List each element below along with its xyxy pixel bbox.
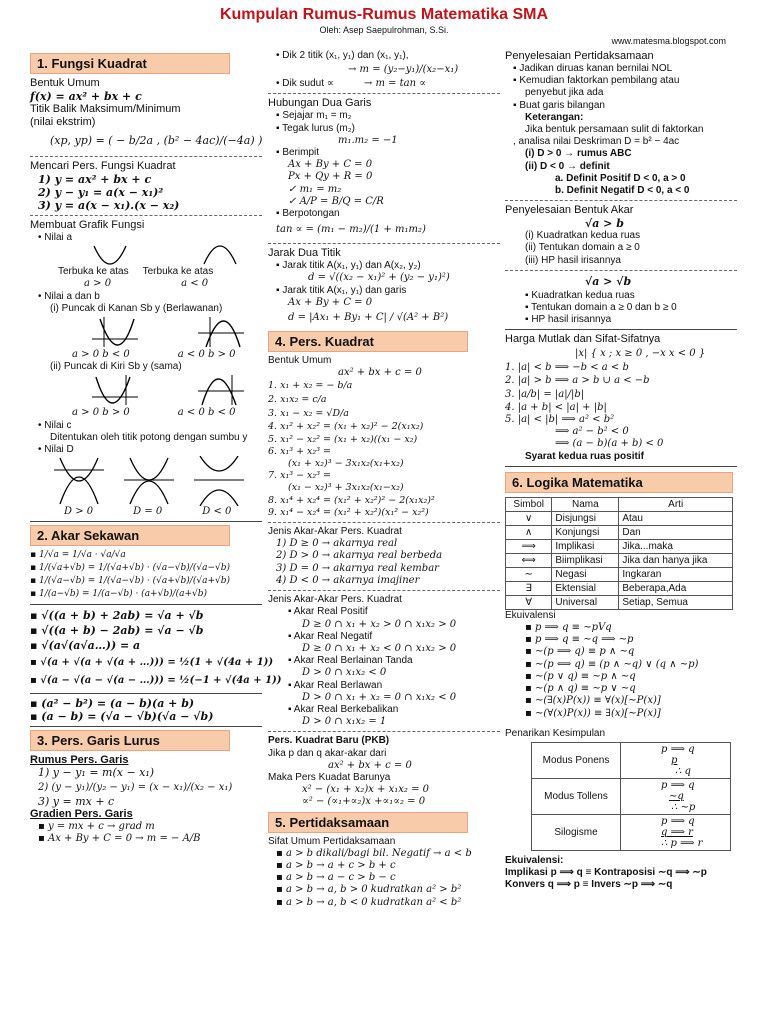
divider <box>30 604 262 605</box>
formula: |x| { x ; x ≥ 0 , −x x < 0 } <box>575 348 706 360</box>
formula: (x₁ + x₂)³ − 3x₁x₂(x₁+x₂) <box>288 458 404 470</box>
formula: D ≥ 0 ∩ x₁ + x₂ > 0 ∩ x₁x₂ > 0 <box>302 618 457 630</box>
name-cell: Biimplikasi <box>552 553 619 567</box>
formula: Ax + By + C = 0 <box>288 159 373 171</box>
formula: ▪ ∼(p ∧ q) ≡ ∼p ∨ ∼q <box>505 683 737 695</box>
line: ∴ ∼p <box>671 801 696 813</box>
formula: ∝² − (∝₁+∝₂)x +∝₁∝₂ = 0 <box>302 796 426 808</box>
text: (ii) D < 0 → definit <box>525 160 610 172</box>
column-2 <box>268 50 500 909</box>
rule-name: Modus Tollens <box>532 778 621 814</box>
text: penyebut jika ada <box>525 87 604 99</box>
formula: √a > √b <box>585 274 632 288</box>
formula: ▪ p ⟹ q ≡ ∼q ⟹ ∼p <box>505 634 737 646</box>
label: a > 0 <box>84 278 112 290</box>
bullet-text: ▪ Akar Real Positif <box>268 606 500 618</box>
formula: ▪ ∼(p ⟹ q) ≡ p ∧ ∼q <box>505 646 737 658</box>
bullet-text: ▪ Berpotongan <box>268 208 500 220</box>
divider <box>505 270 737 271</box>
text: Keterangan: <box>525 111 584 123</box>
formula-row <box>268 78 500 90</box>
formula: 3. |a/b| = |a|/|b| <box>505 388 585 400</box>
formula: ▪ a > b → a − c > b − c <box>268 872 500 884</box>
text: Penyelesaian Pertidaksamaan <box>505 50 654 62</box>
text: (i) Puncak di Kanan Sb y (Berlawanan) <box>50 302 223 314</box>
text: Titik Balik Maksimum/Minimum <box>30 103 181 115</box>
formula: ▪ Ax + By + C = 0 → m = − A/B <box>30 833 262 845</box>
formula: (x₁ − x₂)³ + 3x₁x₂(x₁−x₂) <box>288 482 404 494</box>
divider <box>505 329 737 330</box>
table-row <box>506 567 733 581</box>
section-akar-sekawan: 2. Akar Sekawan <box>30 525 230 546</box>
table-row <box>506 581 733 595</box>
formula: m₁.m₂ = −1 <box>338 134 398 146</box>
section-pers-kuadrat: 4. Pers. Kuadrat <box>268 331 468 352</box>
bullet-text: ▪ Berimpit <box>268 147 500 159</box>
name-cell: Implikasi <box>552 539 619 553</box>
formula: ⟹ a² − b² < 0 <box>555 426 629 438</box>
bullet-text: ▪ Akar Real Negatif <box>268 631 500 643</box>
bullet-text: ▪ Akar Real Berkebalikan <box>268 704 500 716</box>
symbol-cell: ⟹ <box>506 539 552 553</box>
formula: ▪ (a − b) = (√a − √b)(√a − √b) <box>30 710 262 723</box>
bullet-text: ▪ Kemudian faktorkan pembilang atau <box>505 75 737 87</box>
bullet-text: ▪ Jarak titik A(x₁, y₁) dan garis <box>268 285 500 297</box>
divider <box>505 466 737 467</box>
table-header-row <box>506 497 733 511</box>
text: Penyelesaian Bentuk Akar <box>505 204 634 217</box>
symbol-cell: ∃ <box>506 581 552 595</box>
formula: 4. x₁² + x₂² = (x₁ + x₂)² − 2(x₁x₂) <box>268 421 424 433</box>
table-row <box>506 511 733 525</box>
symbol-cell: ∼ <box>506 567 552 581</box>
formula: ▪ √(a − √(a − √(a − …))) = ½(−1 + √(4a + 1)) <box>30 672 262 690</box>
divider <box>505 200 737 201</box>
bullet-text: ▪ Jadikan diruas kanan bernilai NOL <box>505 63 737 75</box>
bullet-text: ▪ HP hasil irisannya <box>505 314 737 326</box>
text: Sifat Umum Pertidaksamaan <box>268 835 396 847</box>
meaning-cell: Ingkaran <box>619 567 733 581</box>
bullet-text: ▪ Tegak lurus (m₂) <box>268 123 500 135</box>
line: p <box>671 754 678 766</box>
line: ∴ q <box>675 765 691 777</box>
line: p ⟹ q <box>661 815 695 827</box>
bullet-text: ▪ Jarak titik A(x₁, y₁) dan A(x₂, y₂) <box>268 260 500 272</box>
formula: 1) y − y₁ = m(x − x₁) <box>38 766 155 780</box>
divider <box>30 521 262 522</box>
graph-labels <box>30 506 262 518</box>
line: q ⟹ r <box>661 826 693 838</box>
rule-body <box>621 742 731 778</box>
graph-labels <box>30 407 262 419</box>
text: Jarak Dua Titik <box>268 247 341 260</box>
formula: 9. x₁⁴ − x₂⁴ = (x₁² + x₂²)(x₁² − x₂²) <box>268 506 429 518</box>
label: Terbuka ke atas <box>142 266 214 278</box>
meaning-cell: Jika...maka <box>619 539 733 553</box>
formula: 1. x₁ + x₂ = − b/a <box>268 380 353 392</box>
formula: d = |Ax₁ + By₁ + C| / √(A² + B²) <box>288 312 449 324</box>
rule-name: Silogisme <box>532 814 621 850</box>
site-url: www.matesma.blogspot.com <box>611 36 726 46</box>
graph-row <box>30 244 262 266</box>
formula: f(x) = ax² + bx + c <box>30 90 142 103</box>
text: b. Definit Negatif D < 0, a < 0 <box>555 185 690 197</box>
graph-row <box>30 456 262 506</box>
table-row <box>532 778 731 814</box>
name-cell: Konjungsi <box>552 525 619 539</box>
parabola-left-up-graph <box>90 373 140 407</box>
discriminant-positive-graph <box>54 456 104 506</box>
divider <box>268 731 500 732</box>
formula: 2) y − y₁ = a(x − x₁)² <box>38 186 164 199</box>
label: a < 0 <box>181 278 209 290</box>
inference-table <box>531 742 731 851</box>
text: Syarat kedua ruas positif <box>525 450 644 462</box>
table-row <box>506 553 733 567</box>
column-3 <box>505 50 737 892</box>
formula: D ≥ 0 ∩ x₁ + x₂ < 0 ∩ x₁x₂ > 0 <box>302 642 457 654</box>
bullet-text: ▪ Buat garis bilangan <box>505 100 737 112</box>
text: Maka Pers Kuadat Barunya <box>268 771 391 783</box>
line: ∼q <box>669 790 684 802</box>
formula: 2. x₁x₂ = c/a <box>268 394 327 406</box>
formula: ▪ y = mx + c → grad m <box>30 821 262 833</box>
formula: → m = (y₂−y₁)/(x₂−x₁) <box>348 64 459 76</box>
text: Bentuk Umum <box>30 77 100 89</box>
symbol-cell: ⟺ <box>506 553 552 567</box>
formula: 8. x₁⁴ + x₂⁴ = (x₁² + x₂²)² − 2(x₁x₂)² <box>268 494 435 506</box>
formula: ▪ a > b dikali/bagi bil. Negatif → a < b <box>268 848 500 860</box>
label: D < 0 <box>202 506 232 518</box>
text: (i) Kuadratkan kedua ruas <box>525 230 641 242</box>
text: (i) D > 0 → rumus ABC <box>525 148 632 160</box>
text: (ii) Tentukan domain a ≥ 0 <box>525 242 640 254</box>
column-header: Arti <box>619 497 733 511</box>
text: (nilai ekstrim) <box>30 116 96 128</box>
symbol-cell: ∧ <box>506 525 552 539</box>
column-1 <box>30 50 282 845</box>
bullet-text: ▪ Akar Real Berlainan Tanda <box>268 655 500 667</box>
formula: (xp, yp) = ( − b/2a , (b² − 4ac)/(−4a) ) <box>50 134 263 147</box>
parabola-right-up-graph <box>90 315 140 349</box>
text: Bentuk Umum <box>268 355 332 367</box>
label: a < 0 b < 0 <box>177 407 236 419</box>
text: (iii) HP hasil irisannya <box>525 254 621 266</box>
formula: 3) y = a(x − x₁).(x − x₂) <box>38 199 180 212</box>
formula: ▪ √(a√(a√a…)) = a <box>30 638 262 654</box>
column-header: Simbol <box>506 497 552 511</box>
meaning-cell: Jika dan hanya jika <box>619 553 733 567</box>
section-logika-matematika: 6. Logika Matematika <box>505 472 733 493</box>
formula: ▪ a > b → a, b < 0 kudratkan a² < b² <box>268 897 500 909</box>
text: Pers. Kuadrat Baru (PKB) <box>268 735 390 747</box>
bullet-text: • Nilai a dan b <box>30 291 262 303</box>
label: a < 0 b > 0 <box>177 349 236 361</box>
name-cell: Negasi <box>552 567 619 581</box>
table-row <box>506 539 733 553</box>
meaning-cell: Setiap, Semua <box>619 595 733 609</box>
formula: ▪ a > b → a, b > 0 kudratkan a² > b² <box>268 884 500 896</box>
formula: ⟹ (a − b)(a + b) < 0 <box>555 438 664 450</box>
section-garis-lurus: 3. Pers. Garis Lurus <box>30 730 230 751</box>
text: (ii) Puncak di Kiri Sb y (sama) <box>50 361 182 373</box>
divider <box>30 156 262 157</box>
divider <box>268 590 500 591</box>
formula: ✓ A/P = B/Q = C/R <box>268 196 500 208</box>
text: , analisa nilai Deskriman D = b² − 4ac <box>513 136 680 148</box>
graph-labels <box>30 266 262 278</box>
text: a. Definit Positif D < 0, a > 0 <box>555 172 686 184</box>
formula: ▪ ∼(∃(x)P(x)) ≡ ∀(x)[∼P(x)] <box>505 695 737 707</box>
line: p ⟹ q <box>661 779 695 791</box>
formula: 1) D ≥ 0 → akarnya real <box>276 538 398 550</box>
formula: √a > b <box>585 217 624 231</box>
rule-body <box>621 778 731 814</box>
formula: 5. |a| < |b| ⟹ a² < b² <box>505 414 615 426</box>
label: Terbuka ke atas <box>58 266 129 278</box>
formula: ax² + bx + c = 0 <box>338 367 422 379</box>
table-row <box>506 595 733 609</box>
text: Penarikan Kesimpulan <box>505 727 606 739</box>
formula: x² − (x₁ + x₂)x + x₁x₂ = 0 <box>302 784 429 796</box>
formula: ▪ a > b → a + c > b + c <box>268 860 500 872</box>
bullet-text: ▪ Sejajar m₁ = m₂ <box>268 110 500 122</box>
formula: 4. |a + b| < |a| + |b| <box>505 401 607 413</box>
formula: d = √((x₂ − x₁)² + (y₂ − y₁)²) <box>308 272 450 284</box>
discriminant-negative-graph <box>194 456 244 506</box>
formula: ▪ 1/√a = 1/√a · √a/√a <box>30 549 262 562</box>
formula: 4) D < 0 → akarnya imajiner <box>276 574 420 586</box>
formula: 1. |a| < b ⟹ −b < a < b <box>505 362 629 374</box>
bullet-text: • Nilai D <box>30 444 262 456</box>
formula: D > 0 ∩ x₁ + x₂ = 0 ∩ x₁x₂ < 0 <box>302 691 457 703</box>
formula: ▪ √((a + b) + 2ab) = √a + √b <box>30 608 262 623</box>
formula: tan ∝ = (m₁ − m₂)/(1 + m₁m₂) <box>276 224 426 236</box>
text: Jika bentuk persamaan sulit di faktorkan <box>525 124 704 136</box>
text: • Dik 2 titik (x₁, y₁) dan (x₁, y₁), <box>268 50 500 62</box>
parabola-left-down-graph <box>196 373 246 407</box>
rule-name: Modus Ponens <box>532 742 621 778</box>
formula: ▪ (a² − b²) = (a − b)(a + b) <box>30 697 262 710</box>
formula: 3. x₁ − x₂ = √D/a <box>268 408 349 420</box>
formula: ▪ 1/(√a+√b) = 1/(√a+√b) · (√a−√b)/(√a−√b) <box>30 562 262 575</box>
text: Membuat Grafik Fungsi <box>30 219 145 231</box>
formula: ▪ √(a + √(a + √(a + …))) = ½(1 + √(4a + 1)) <box>30 654 262 672</box>
section-fungsi-kuadrat: 1. Fungsi Kuadrat <box>30 53 230 74</box>
discriminant-zero-graph <box>124 456 174 506</box>
label: a > 0 b > 0 <box>72 407 130 419</box>
formula: 3) y = mx + c <box>38 794 115 808</box>
text: Ditentukan oleh titik potong dengan sumbu y <box>50 431 248 443</box>
text: Jika p dan q akar-akar dari <box>268 747 387 759</box>
label: D = 0 <box>133 506 163 518</box>
label: a > 0 b < 0 <box>72 349 130 361</box>
formula: ax² + bx + c = 0 <box>328 759 412 771</box>
line: ∴ p ⟹ r <box>661 837 703 849</box>
bullet-text: • Nilai a <box>30 232 262 244</box>
graph-labels <box>30 349 262 361</box>
divider <box>268 243 500 244</box>
table-row <box>532 742 731 778</box>
text: Hubungan Dua Garis <box>268 97 372 110</box>
text: Jenis Akar-Akar Pers. Kuadrat <box>268 526 402 538</box>
column-header: Nama <box>552 497 619 511</box>
formula: ▪ p ⟹ q ≡ ∼pVq <box>505 622 737 634</box>
formula: → m = tan ∝ <box>363 78 427 90</box>
formula: 1) y = ax² + bx + c <box>38 173 152 186</box>
formula: 2) D > 0 → akarnya real berbeda <box>276 550 443 562</box>
logic-symbol-table <box>505 497 733 610</box>
author-line: Oleh: Asep Saepulrohman, S.Si. <box>319 25 449 35</box>
formula: 2) (y − y₁)/(y₂ − y₁) = (x − x₁)/(x₂ − x₁) <box>38 781 233 793</box>
bullet-text: ▪ Kuadratkan kedua ruas <box>505 290 737 302</box>
formula: Px + Qy + R = 0 <box>288 171 373 183</box>
text: Jenis Akar-Akar Pers. Kuadrat <box>268 594 402 606</box>
meaning-cell: Atau <box>619 511 733 525</box>
formula: 7. x₁³ − x₂³ = <box>268 470 332 482</box>
text: Konvers q ⟹ p ≡ Invers ∼p ⟹ ∼q <box>505 879 673 891</box>
text: Mencari Pers. Fungsi Kuadrat <box>30 160 176 172</box>
formula: ▪ ∼(p ⟺ q) ≡ (p ∧ ∼q) ∨ (q ∧ ∼p) <box>505 659 737 671</box>
text: Rumus Pers. Garis <box>30 754 129 767</box>
formula: 2. |a| > b ⟹ a > b ∪ a < −b <box>505 374 650 386</box>
symbol-cell: ∨ <box>506 511 552 525</box>
name-cell: Universal <box>552 595 619 609</box>
divider <box>30 215 262 216</box>
formula: 3) D = 0 → akarnya real kembar <box>276 562 439 574</box>
name-cell: Disjungsi <box>552 511 619 525</box>
formula: ▪ 1/(√a−√b) = 1/(√a−√b) · (√a+√b)/(√a+√b) <box>30 575 262 588</box>
formula: ▪ √((a + b) − 2ab) = √a − √b <box>30 623 262 638</box>
bullet-text: • Nilai c <box>30 420 262 432</box>
formula: D > 0 ∩ x₁x₂ = 1 <box>302 716 387 728</box>
page-title: Kumpulan Rumus-Rumus Matematika SMA <box>219 6 549 23</box>
formula: ▪ 1/(a−√b) = 1/(a−√b) · (a+√b)/(a+√b) <box>30 588 262 601</box>
meaning-cell: Beberapa,Ada <box>619 581 733 595</box>
label: D > 0 <box>64 506 94 518</box>
table-row <box>506 525 733 539</box>
symbol-cell: ∀ <box>506 595 552 609</box>
text: Ekuivalensi <box>505 609 556 621</box>
formula: D > 0 ∩ x₁x₂ < 0 <box>302 667 387 679</box>
bullet-text: ▪ Akar Real Berlawan <box>268 680 500 692</box>
divider <box>30 726 262 727</box>
formula: ▪ ∼(p ∨ q) ≡ ∼p ∧ ∼q <box>505 671 737 683</box>
graph-labels <box>30 278 262 290</box>
text: Implikasi p ⟹ q ≡ Kontraposisi ∼q ⟹ ∼p <box>505 867 707 879</box>
graph-row <box>30 373 262 407</box>
section-pertidaksamaan: 5. Pertidaksamaan <box>268 812 468 833</box>
divider <box>268 522 500 523</box>
parabola-down-graph <box>200 244 240 266</box>
table-row <box>532 814 731 850</box>
formula: ✓ m₁ = m₂ <box>268 184 500 196</box>
rule-body <box>621 814 731 850</box>
graph-row <box>30 315 262 349</box>
text: Harga Mutlak dan Sifat-Sifatnya <box>505 333 661 346</box>
bullet-text: ▪ Tentukan domain a ≥ 0 dan b ≥ 0 <box>505 302 737 314</box>
meaning-cell: Dan <box>619 525 733 539</box>
text: Ekuivalensi: <box>505 854 564 866</box>
formula: 6. x₁³ + x₂³ = <box>268 445 332 457</box>
name-cell: Ektensial <box>552 581 619 595</box>
text: Gradien Pers. Garis <box>30 807 133 820</box>
divider <box>30 693 262 694</box>
formula: ▪ ∼(∀(x)P(x)) ≡ ∃(x)[∼P(x)] <box>505 708 737 720</box>
parabola-up-graph <box>90 244 130 266</box>
line: p ⟹ q <box>661 743 695 755</box>
formula: 5. x₁² − x₂² = (x₁ + x₂)((x₁ − x₂) <box>268 433 418 445</box>
divider <box>268 93 500 94</box>
parabola-right-down-graph <box>196 315 246 349</box>
formula: Ax + By + C = 0 <box>288 296 373 308</box>
text: • Dik sudut ∝ <box>276 78 334 90</box>
